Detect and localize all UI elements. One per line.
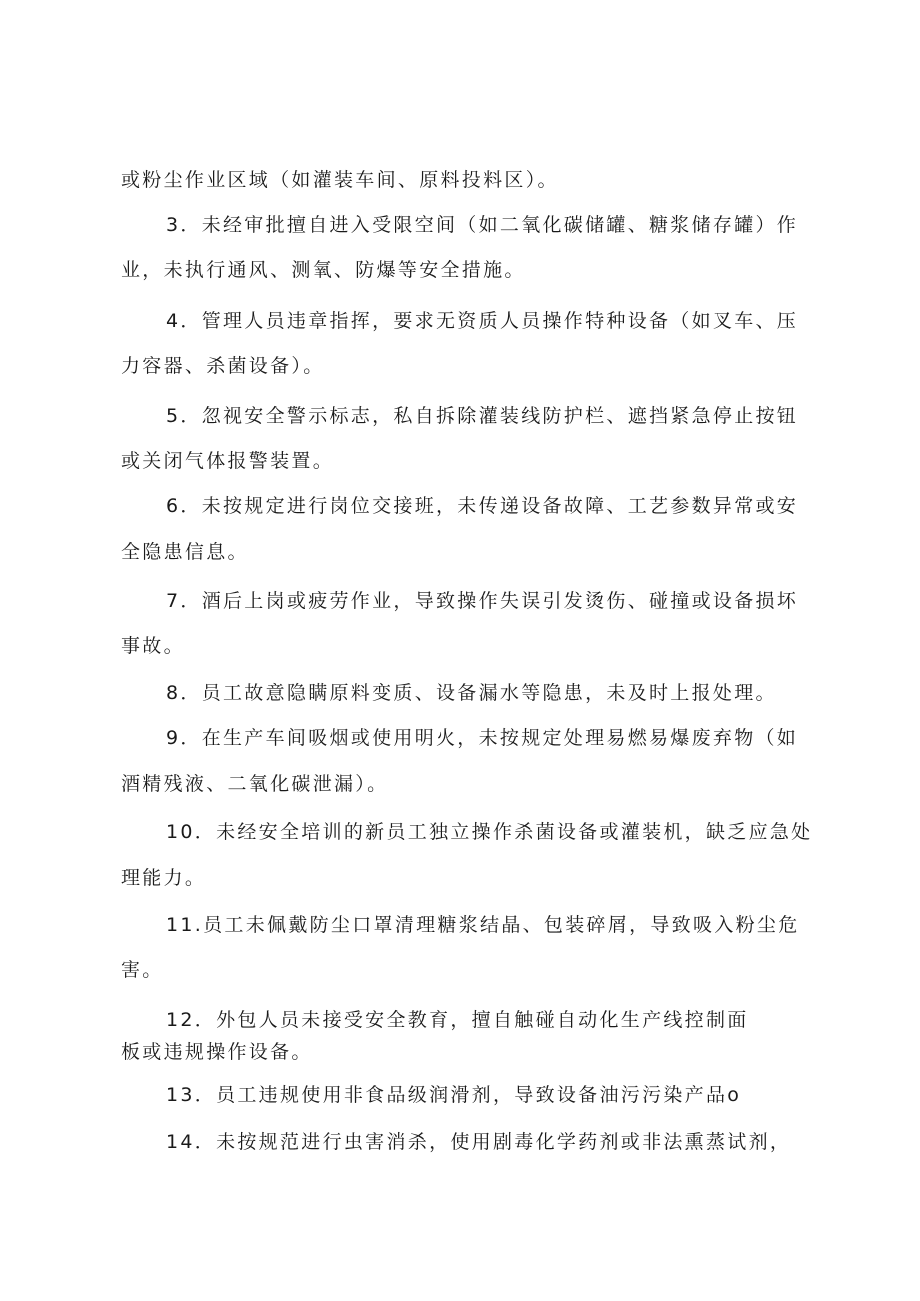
list-item-12: 12．外包人员未接受安全教育，擅自触碰自动化生产线控制面 xyxy=(166,1009,749,1031)
text-line: 力容器、杀菌设备）。 xyxy=(121,355,325,377)
list-item-13: 13．员工违规使用非食品级润滑剂，导致设备油污污染产品o xyxy=(166,1084,742,1106)
text-line: 板或违规操作设备。 xyxy=(121,1041,313,1063)
text-line: 事故。 xyxy=(121,635,185,657)
text-line: 或关闭气体报警装置。 xyxy=(121,450,335,472)
text-line: 理能力。 xyxy=(121,867,207,889)
text-line: 酒精残液、二氧化碳泄漏）。 xyxy=(121,773,389,795)
list-item-8: 8．员工故意隐瞒原料变质、设备漏水等隐患，未及时上报处理。 xyxy=(166,682,777,704)
text-line: 业，未执行通风、测氧、防爆等安全措施。 xyxy=(121,259,526,281)
text-line: 全隐患信息。 xyxy=(121,541,249,563)
list-item-7: 7．酒后上岗或疲劳作业，导致操作失误引发烫伤、碰撞或设备损坏 xyxy=(166,590,799,612)
list-item-3: 3．未经审批擅自进入受限空间（如二氧化碳储罐、糖浆储存罐）作 xyxy=(166,214,799,236)
list-item-5: 5．忽视安全警示标志，私自拆除灌装线防护栏、遮挡紧急停止按钮 xyxy=(166,405,799,427)
list-item-9: 9．在生产车间吸烟或使用明火，未按规定处理易燃易爆废弃物（如 xyxy=(166,727,799,749)
text-line: 或粉尘作业区域（如灌装车间、原料投料区）。 xyxy=(121,169,559,191)
list-item-14: 14．未按规范进行虫害消杀，使用剧毒化学药剂或非法熏蒸试剂， xyxy=(166,1131,792,1153)
text-line: 害。 xyxy=(121,959,164,981)
list-item-11: 11.员工未佩戴防尘口罩清理糖浆结晶、包装碎屑，导致吸入粉尘危 xyxy=(166,914,800,936)
list-item-10: 10．未经安全培训的新员工独立操作杀菌设备或灌装机，缺乏应急处 xyxy=(166,821,813,843)
list-item-6: 6．未按规定进行岗位交接班，未传递设备故障、工艺参数异常或安 xyxy=(166,495,799,517)
list-item-4: 4．管理人员违章指挥，要求无资质人员操作特种设备（如叉车、压 xyxy=(166,310,799,332)
